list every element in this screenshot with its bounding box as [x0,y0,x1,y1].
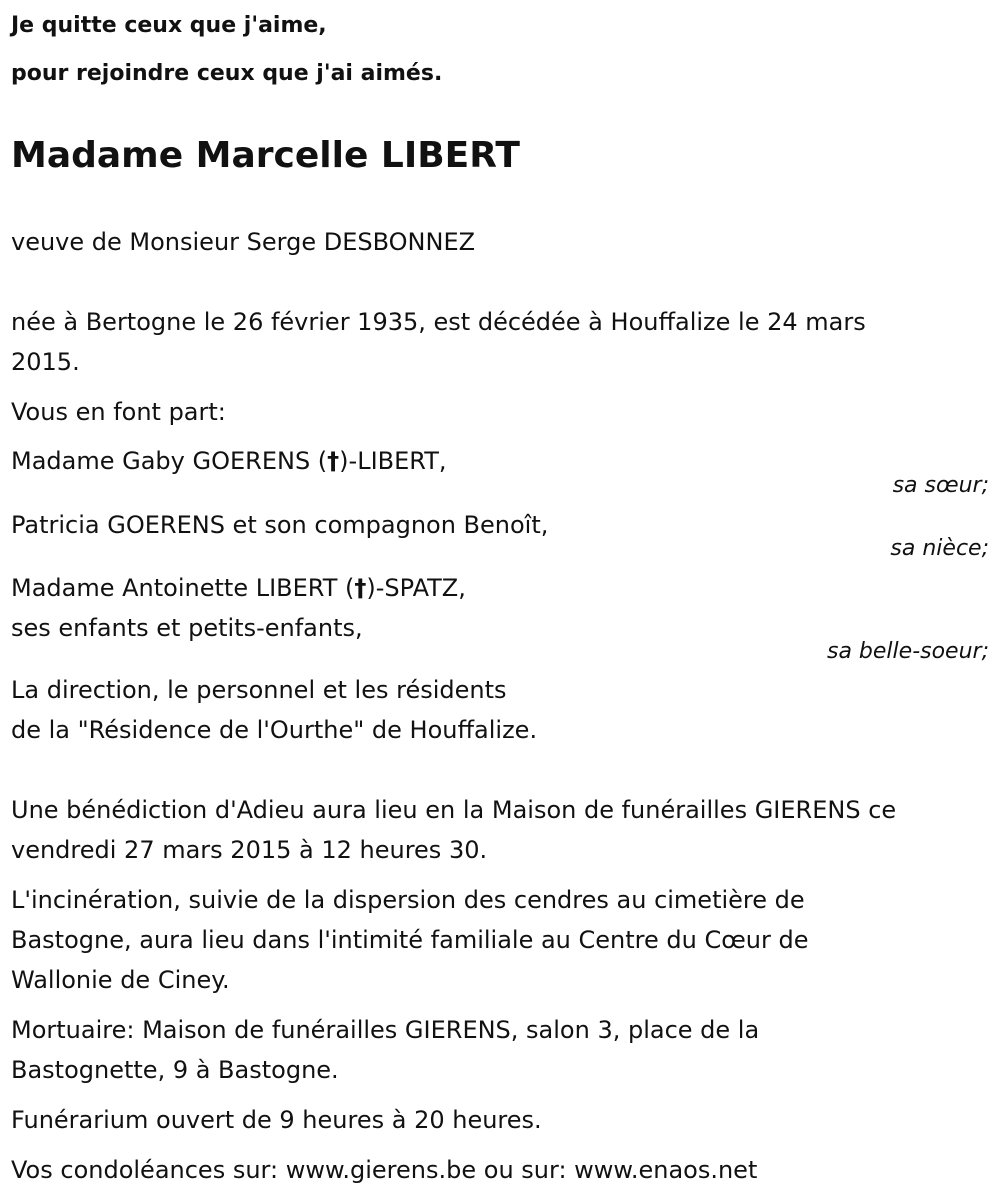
residence-line-2: de la "Résidence de l'Ourthe" de Houffalize. [11,716,538,744]
residence-line-1: La direction, le personnel et les résidents [11,676,507,704]
quote-line-2: pour rejoindre ceux que j'ai aimés. [11,61,443,86]
relation-sister: sa sœur; [892,473,989,498]
blessing-line-2: vendredi 27 mars 2015 à 12 heures 30. [11,836,488,864]
birth-death-line-2: 2015. [11,348,80,376]
incineration-line-2: Bastogne, aura lieu dans l'intimité familiale au Centre du Cœur de [11,926,809,954]
relation-niece: sa nièce; [890,536,989,561]
relation-sister-in-law: sa belle-soeur; [827,639,989,664]
family-member-3-children: ses enfants et petits-enfants, [11,614,363,642]
mortuary-line-2: Bastognette, 9 à Bastogne. [11,1056,339,1084]
obituary-notice [11,0,989,1204]
incineration-line-3: Wallonie de Ciney. [11,966,230,994]
widow-of-line: veuve de Monsieur Serge DESBONNEZ [11,228,476,256]
mortuary-line-1: Mortuaire: Maison de funérailles GIERENS, salon 3, place de la [11,1016,760,1044]
quote-line-1: Je quitte ceux que j'aime, [11,13,327,38]
family-member-3: Madame Antoinette LIBERT (†)-SPATZ, [11,574,466,602]
announcement-intro: Vous en font part: [11,398,226,426]
family-member-1: Madame Gaby GOERENS (†)-LIBERT, [11,447,447,475]
family-member-2: Patricia GOERENS et son compagnon Benoît, [11,511,549,539]
birth-death-line-1: née à Bertogne le 26 février 1935, est décédée à Houffalize le 24 mars [11,308,866,336]
condolences-line: Vos condoléances sur: www.gierens.be ou sur: www.enaos.net [11,1156,758,1184]
deceased-name: Madame Marcelle LIBERT [11,135,520,176]
incineration-line-1: L'incinération, suivie de la dispersion des cendres au cimetière de [11,886,805,914]
cross-icon: † [354,574,367,602]
blessing-line-1: Une bénédiction d'Adieu aura lieu en la Maison de funérailles GIERENS ce [11,796,897,824]
funerarium-hours: Funérarium ouvert de 9 heures à 20 heures. [11,1106,542,1134]
cross-icon: † [327,447,340,475]
